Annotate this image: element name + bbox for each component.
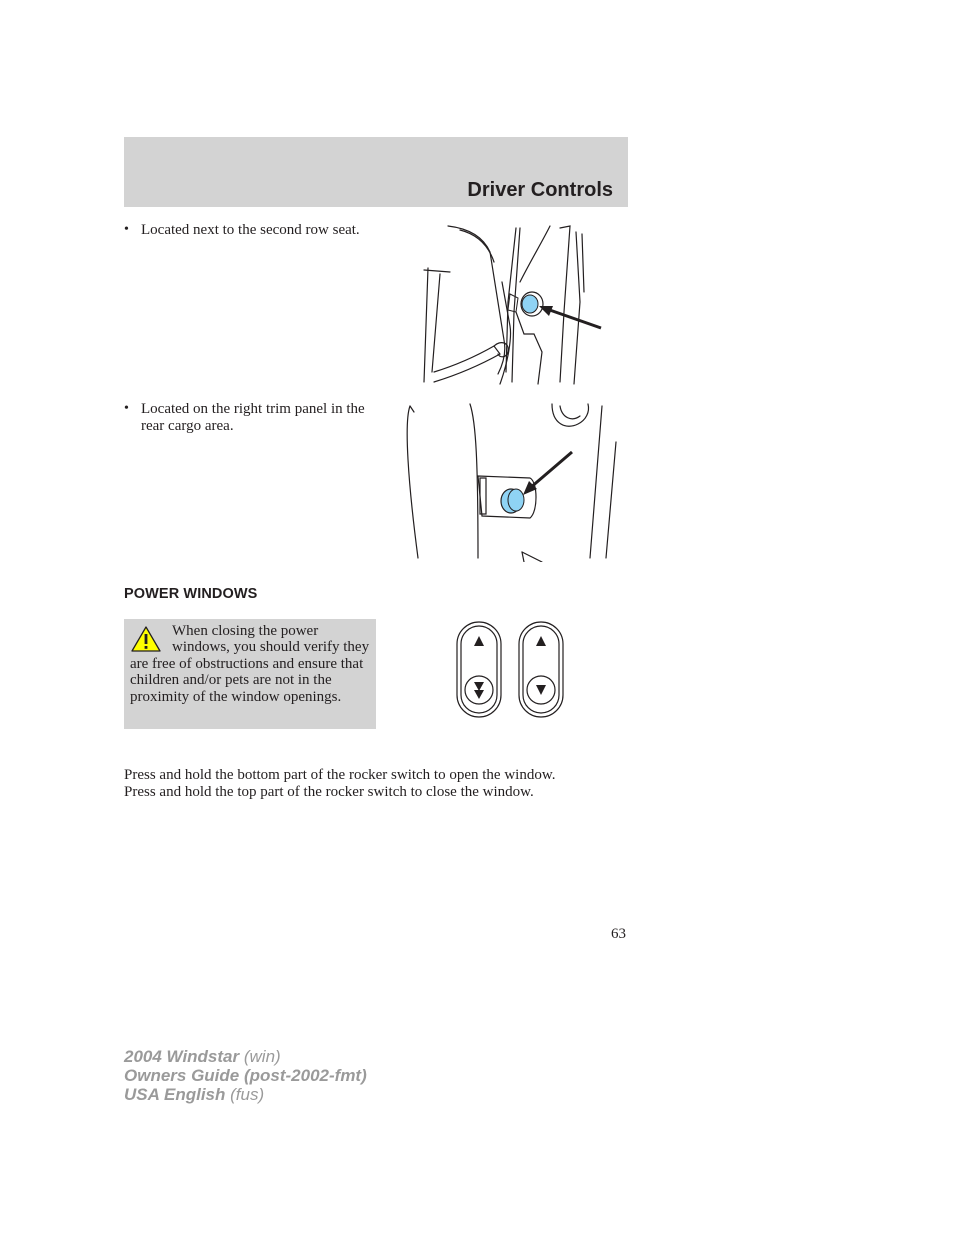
footer-line [124, 1085, 367, 1104]
up-arrow-icon [474, 636, 484, 646]
warning-text: When closing the power windows, you should verify they are free of obstructions and ensure that children and/or pets are not in the proximity of the window openings. [130, 623, 370, 705]
section-heading: POWER WINDOWS [124, 586, 258, 602]
body-line: Press and hold the bottom part of the rocker switch to open the window. [124, 767, 556, 783]
down-arrow-icon [474, 690, 484, 699]
warning-box [124, 619, 376, 729]
footer-model: 2004 Windstar [124, 1047, 240, 1066]
page-number: 63 [611, 926, 626, 942]
down-arrow-icon [474, 682, 484, 691]
bullet-item [124, 222, 374, 239]
window-switch-illustration [452, 620, 572, 720]
footer-line [124, 1047, 367, 1066]
bullet-item [124, 401, 382, 434]
up-arrow-icon [536, 636, 546, 646]
second-row-outlet-illustration [420, 222, 606, 386]
rear-cargo-outlet-illustration [402, 402, 620, 562]
bullet-symbol: • [124, 222, 129, 237]
bullet-text: Located on the right trim panel in the rear cargo area. [141, 401, 365, 434]
bullet-text: Located next to the second row seat. [141, 222, 360, 238]
footer-guide: Owners Guide (post-2002-fmt) [124, 1066, 367, 1085]
bullet-symbol: • [124, 401, 129, 416]
footer [124, 1047, 367, 1104]
body-paragraph [124, 767, 644, 800]
body-line: Press and hold the top part of the rocker switch to close the window. [124, 783, 534, 800]
header-bar [124, 137, 628, 207]
down-arrow-icon [536, 685, 546, 695]
footer-model-code: (win) [239, 1047, 281, 1066]
footer-language: USA English [124, 1085, 226, 1104]
footer-line [124, 1066, 367, 1085]
page-title: Driver Controls [467, 179, 613, 201]
warning-icon-spacer [130, 623, 172, 653]
warning-text-block [130, 623, 370, 705]
footer-language-code: (fus) [225, 1085, 265, 1104]
